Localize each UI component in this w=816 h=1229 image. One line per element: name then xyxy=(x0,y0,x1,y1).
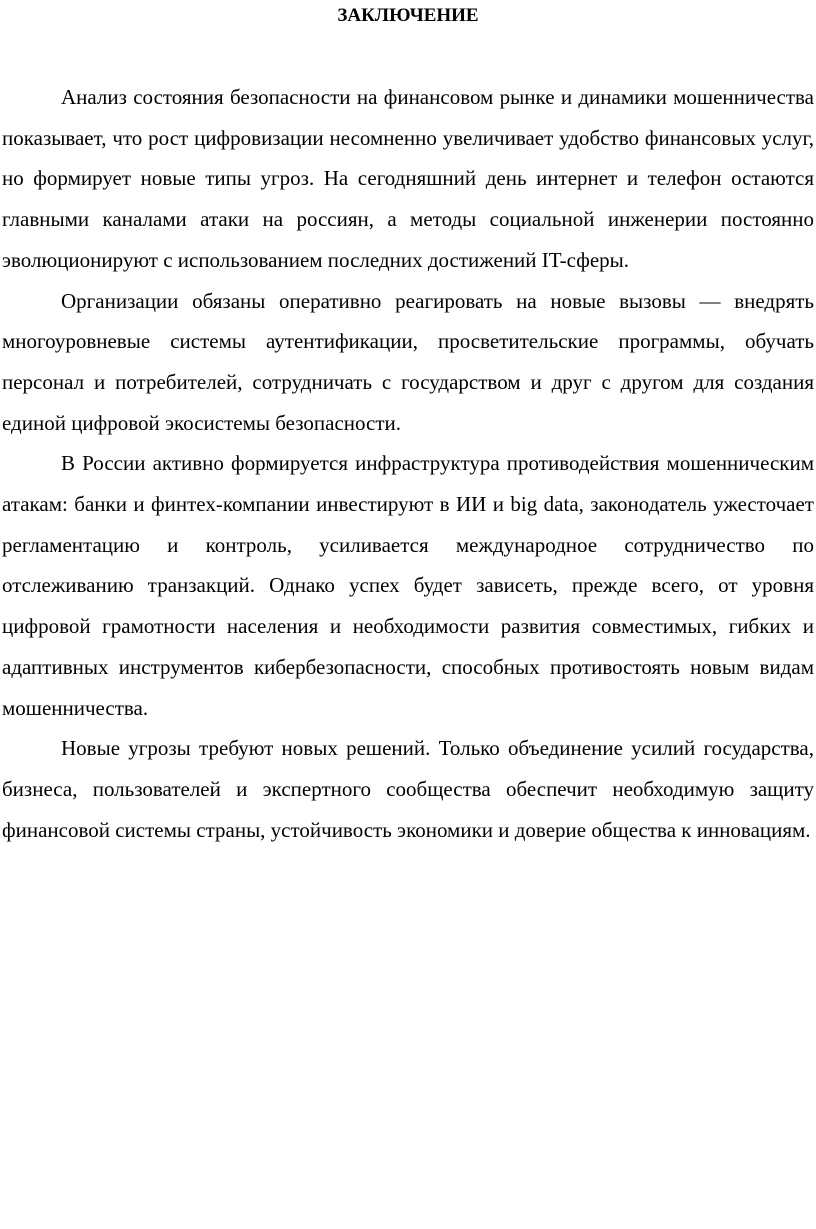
paragraph-2: Организации обязаны оперативно реагировать на новые вызовы — внедрять многоуровневые системы аутентификации, просветительские программы, обучать персонал и потребителей, сотрудничать с государством и друг с другом для создания единой цифровой экосистемы безопасности. xyxy=(2,288,814,435)
paragraph-4: Новые угрозы требуют новых решений. Только объединение усилий государства, бизнеса, пользователей и экспертного сообщества обеспечит необходимую защиту финансовой системы страны, устойчивость экономики и доверие общества к инновациям. xyxy=(2,736,814,842)
document-body xyxy=(2,77,814,850)
paragraph-3: В России активно формируется инфраструктура противодействия мошенническим атакам: банки и финтех-компании инвестируют в ИИ и big data, законодатель ужесточает регламентацию и контроль, усиливается международное сотрудничество по отслеживанию транзакций. Однако успех будет зависеть, прежде всего, от уровня цифровой грамотности населения и необходимости развития совместимых, гибких и адаптивных инструментов кибербезопасности, способных противостоять новым видам мошенничества. xyxy=(2,451,814,720)
paragraph-1: Анализ состояния безопасности на финансовом рынке и динамики мошенничества показывает, что рост цифровизации несомненно увеличивает удобство финансовых услуг, но формирует новые типы угроз. На сегодняшний день интернет и телефон остаются главными каналами атаки на россиян, а методы социальной инженерии постоянно эволюционируют с использованием последних достижений IT-сферы. xyxy=(2,85,814,272)
page-title: ЗАКЛЮЧЕНИЕ xyxy=(337,5,479,26)
